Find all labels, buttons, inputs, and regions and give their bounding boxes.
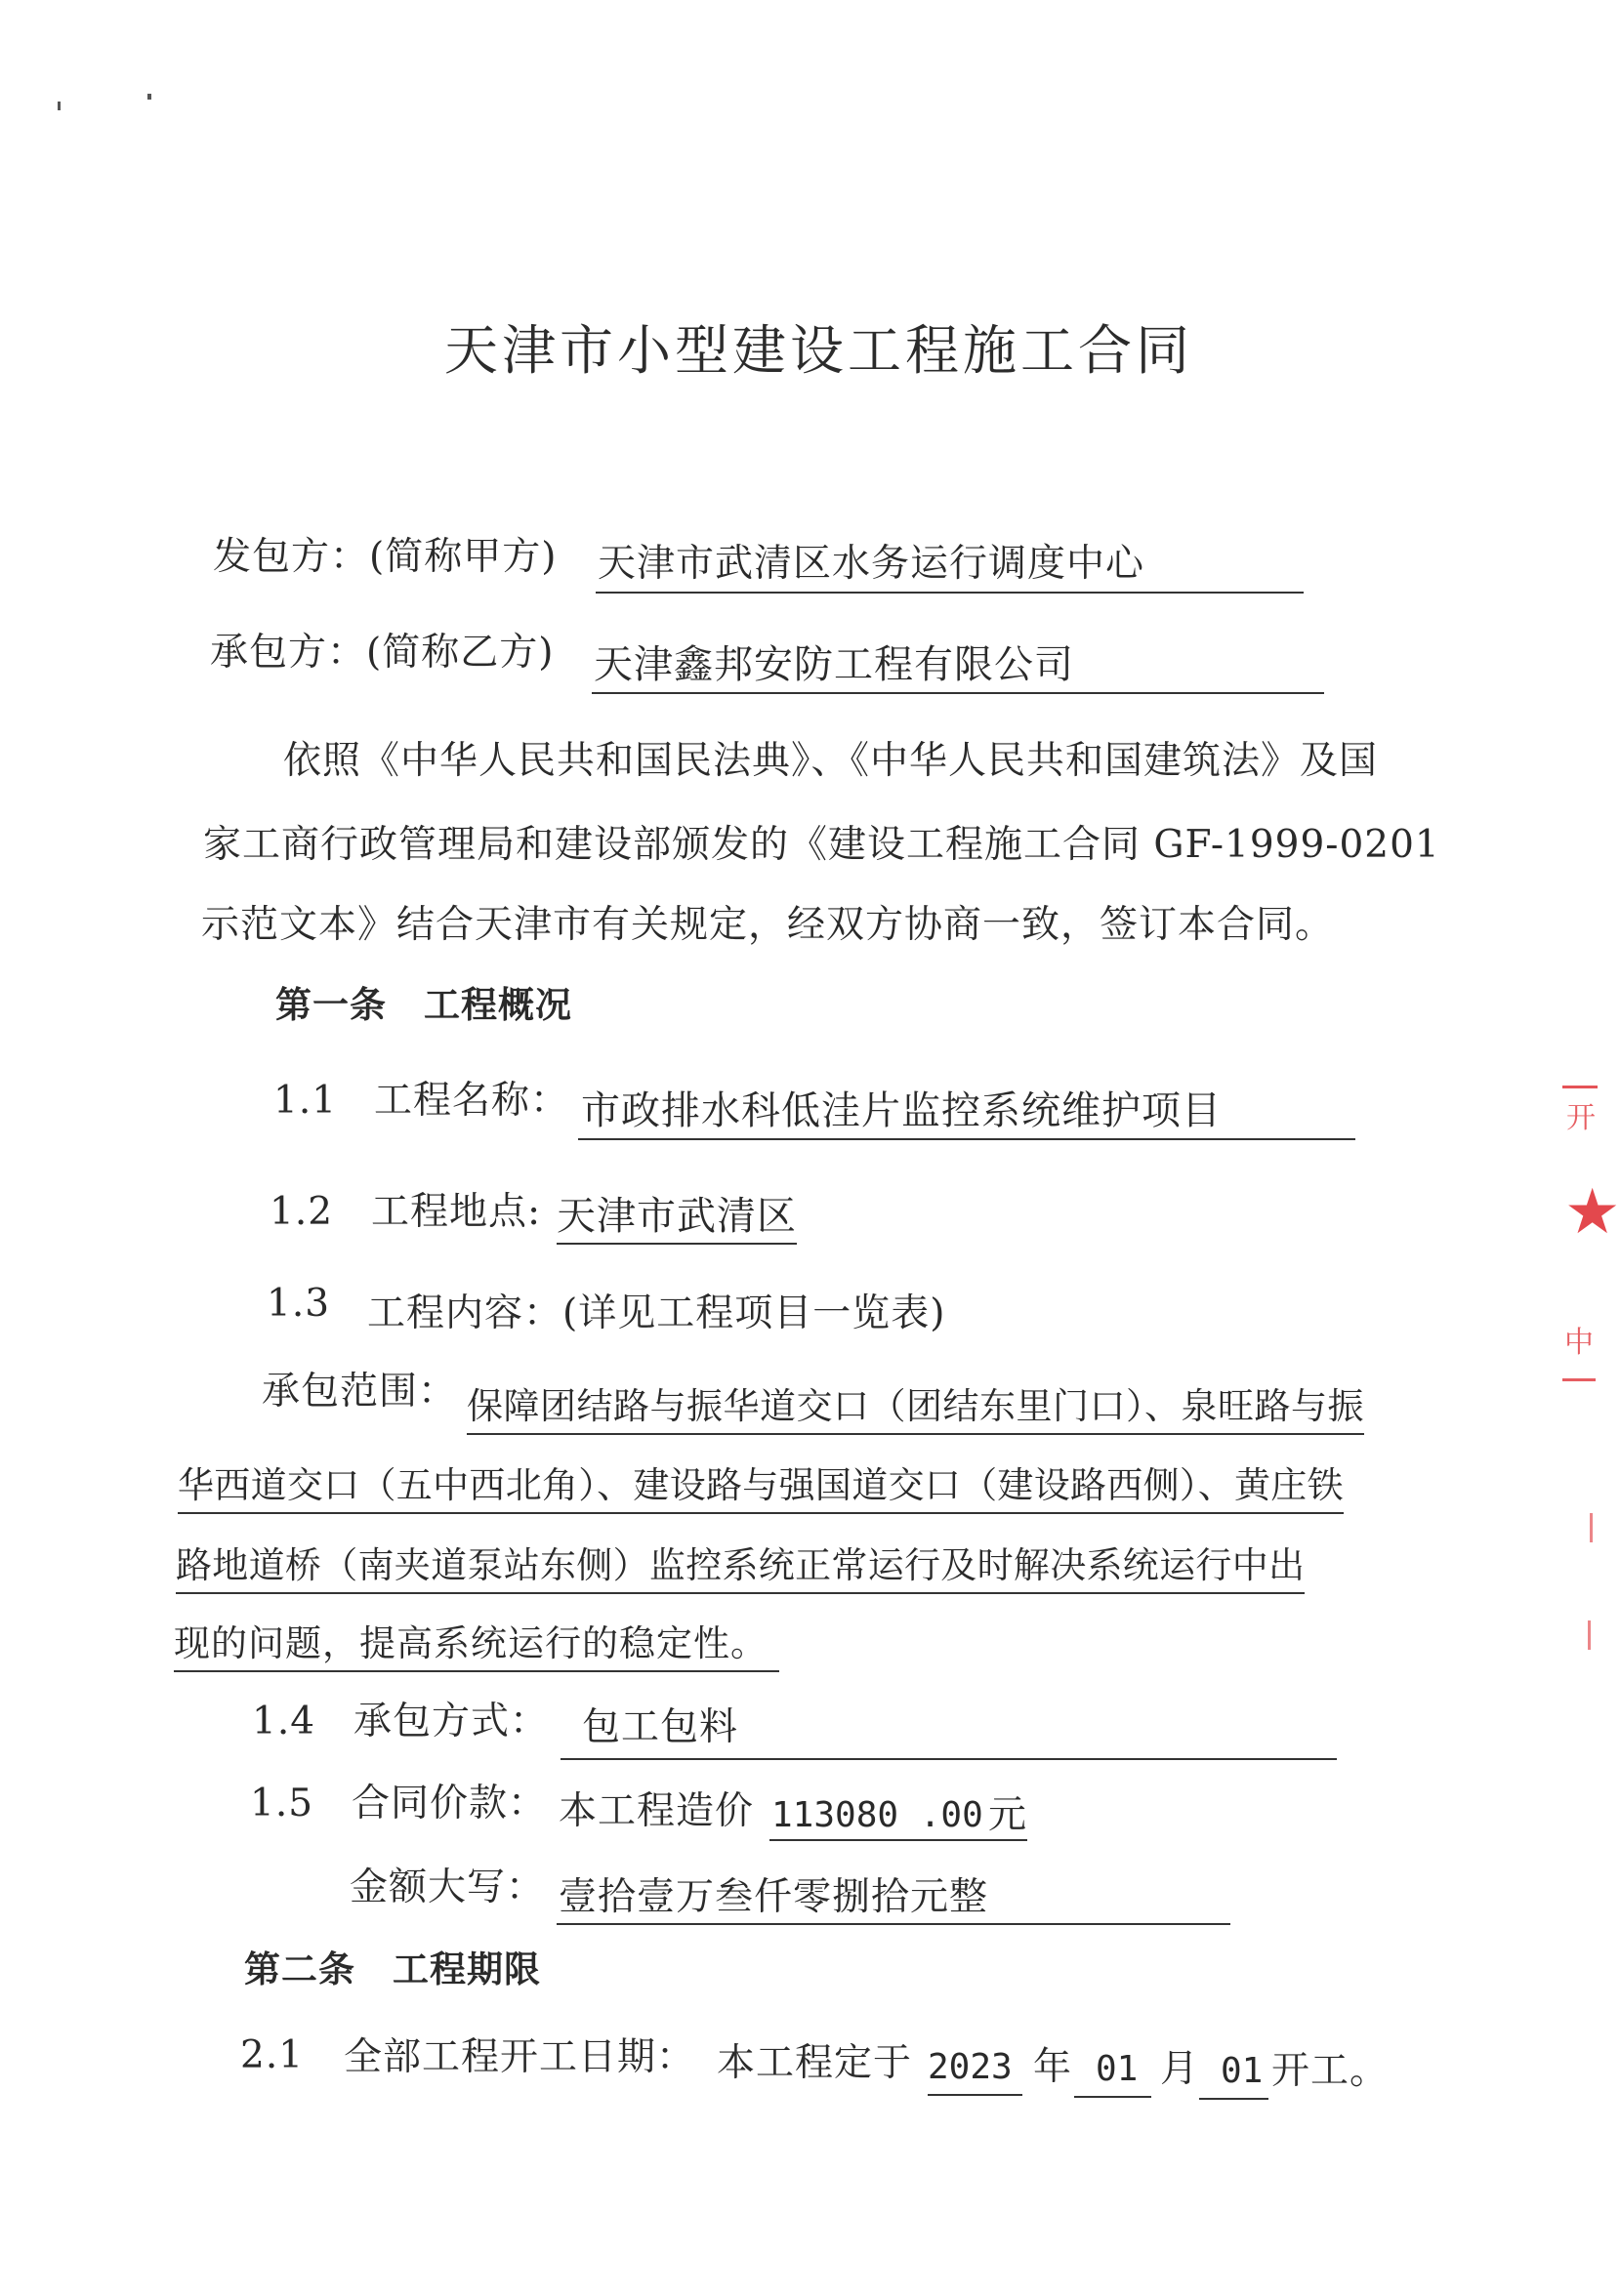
start-day: 01 <box>1199 2046 1268 2100</box>
start-month: 01 <box>1074 2044 1151 2098</box>
project-location-label: 工程地点: <box>371 1190 542 1234</box>
amount-words-label: 金额大写： <box>350 1866 546 1909</box>
scope-line: 华西道交口（五中西北角）、建设路与强国道交口（建设路西侧）、黄庄铁 <box>178 1460 1344 1514</box>
project-location-value: 天津市武清区 <box>557 1191 797 1245</box>
item-number: 1.4 <box>252 1700 316 1743</box>
scan-speck <box>147 94 151 100</box>
item-number: 1.2 <box>270 1190 334 1234</box>
start-year: 2023 <box>928 2042 1022 2096</box>
scope-line: 路地道桥（南夹道泵站东侧）监控系统正常运行及时解决系统运行中出 <box>176 1540 1305 1594</box>
scan-speck <box>58 102 61 110</box>
start-month-unit: 月 <box>1160 2047 1200 2091</box>
preamble-line: 家工商行政管理局和建设部颁发的《建设工程施工合同 GF-1999-0201 <box>203 823 1440 867</box>
start-date-label: 全部工程开工日期： <box>344 2035 696 2079</box>
contract-method-underline <box>561 1758 1337 1760</box>
item-number: 1.3 <box>267 1282 331 1326</box>
scope-line: 现的问题，提高系统运行的稳定性。 <box>174 1619 779 1672</box>
party-b-underline <box>592 692 1324 694</box>
project-name-value: 市政排水科低洼片监控系统维护项目 <box>581 1088 1222 1133</box>
start-date-prefix: 本工程定于 <box>717 2041 913 2085</box>
item-number: 2.1 <box>240 2033 305 2077</box>
party-a-value: 天津市武清区水务运行调度中心 <box>598 542 1145 586</box>
contract-price-prefix: 本工程造价 <box>559 1789 755 1833</box>
start-date-suffix: 开工。 <box>1271 2049 1390 2093</box>
project-name-underline <box>578 1138 1355 1140</box>
preamble-line: 依照《中华人民共和国民法典》、《中华人民共和国建筑法》及国 <box>283 739 1379 783</box>
scope-line: 保障团结路与振华道交口（团结东里门口）、泉旺路与振 <box>467 1381 1364 1435</box>
amount-words-underline <box>557 1923 1230 1925</box>
contract-price-underline <box>769 1839 1027 1841</box>
scope-label: 承包范围： <box>262 1370 458 1414</box>
party-a-label: 发包方：(简称甲方) <box>213 535 558 579</box>
article-1-heading: 第一条 工程概况 <box>275 984 572 1026</box>
document-title: 天津市小型建设工程施工合同 <box>444 319 1194 382</box>
contract-price-label: 合同价款： <box>352 1782 548 1825</box>
preamble-line: 示范文本》结合天津市有关规定，经双方协商一致，签订本合同。 <box>201 903 1335 947</box>
seal-fragment: 开 ★ 中 <box>1560 1074 1609 1679</box>
project-content: 工程内容：(详见工程项目一览表) <box>367 1292 946 1335</box>
party-a-underline <box>596 592 1304 594</box>
item-number: 1.5 <box>250 1782 314 1825</box>
item-number: 1.1 <box>273 1079 338 1123</box>
contract-price-unit: 元 <box>988 1793 1028 1837</box>
contract-price-amount: 113080 .00 <box>771 1795 983 1835</box>
contract-method-label: 承包方式： <box>353 1700 550 1743</box>
party-b-label: 承包方：(简称乙方) <box>210 631 555 675</box>
project-name-label: 工程名称： <box>374 1079 570 1123</box>
article-2-heading: 第二条 工程期限 <box>244 1948 541 1990</box>
contract-method-value: 包工包料 <box>582 1705 739 1749</box>
amount-words-value: 壹拾壹万叁仟零捌拾元整 <box>559 1875 989 1919</box>
start-year-unit: 年 <box>1033 2045 1073 2089</box>
party-b-value: 天津鑫邦安防工程有限公司 <box>594 642 1074 687</box>
